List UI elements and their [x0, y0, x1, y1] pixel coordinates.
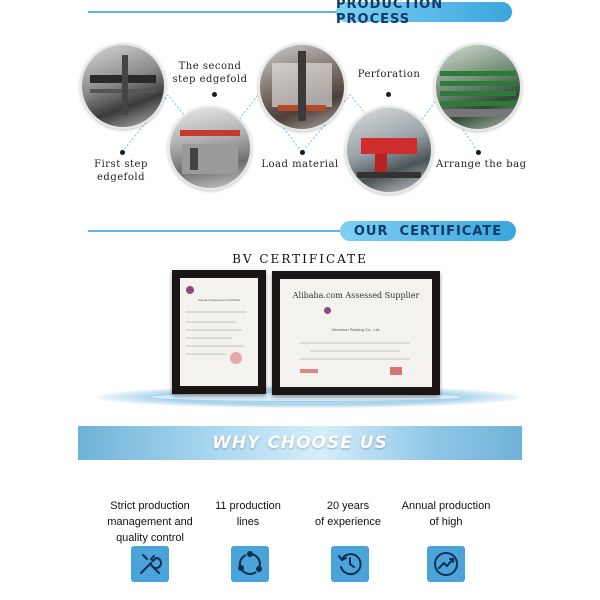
step-label-arrange-bag: Arrange the bag	[436, 159, 527, 170]
cycle-arrows-icon	[231, 546, 269, 582]
process-dot-4	[386, 92, 391, 97]
process-photo-arrange-bag	[434, 43, 522, 131]
left-certificate-frame	[172, 270, 266, 394]
right-certificate-frame	[272, 271, 440, 395]
certificate-banner-line	[88, 230, 350, 232]
process-photo-second-edgefold	[168, 106, 252, 190]
process-dot-3	[300, 150, 305, 155]
history-clock-icon	[331, 546, 369, 582]
feature-label-experience: 20 years of experience	[314, 500, 382, 528]
wrench-screwdriver-icon	[131, 546, 169, 582]
why-choose-us-banner	[78, 426, 522, 460]
feature-label-quality-control: Strict production management and quality control	[107, 500, 193, 544]
right-certificate-badge	[324, 307, 331, 314]
certificate-banner	[340, 221, 516, 241]
step-label-perforation: Perforation	[357, 69, 421, 80]
bv-certificate-title: BV CERTIFICATE	[232, 252, 368, 266]
step-label-second-edgefold: The second step edgefold	[172, 61, 248, 85]
step-label-load-material: Load material	[261, 159, 339, 170]
left-certificate-seal	[186, 286, 194, 294]
process-dot-5	[476, 150, 481, 155]
feature-label-annual-production: Annual production of high	[401, 500, 491, 528]
process-photo-perforation	[345, 106, 433, 194]
feature-label-production-lines: 11 production lines	[215, 500, 281, 528]
step-label-first-edgefold: First step edgefold	[94, 159, 148, 183]
process-photo-first-edgefold	[80, 43, 166, 129]
growth-chart-icon	[427, 546, 465, 582]
left-certificate-header: Supplier Assessment Certificate	[197, 298, 241, 302]
right-certificate-company: Wenzhou Packing Co., Ltd.	[331, 327, 381, 332]
why-choose-us-title: WHY CHOOSE US	[212, 433, 388, 453]
production-process-title: PRODUCTION PROCESS	[336, 0, 444, 27]
process-dot-1	[120, 150, 125, 155]
certificate-banner-title: OUR CERTIFICATE	[353, 223, 503, 239]
process-photo-load-material	[258, 43, 346, 131]
right-certificate-header: Alibaba.com Assessed Supplier	[292, 291, 420, 300]
process-dot-2	[212, 92, 217, 97]
